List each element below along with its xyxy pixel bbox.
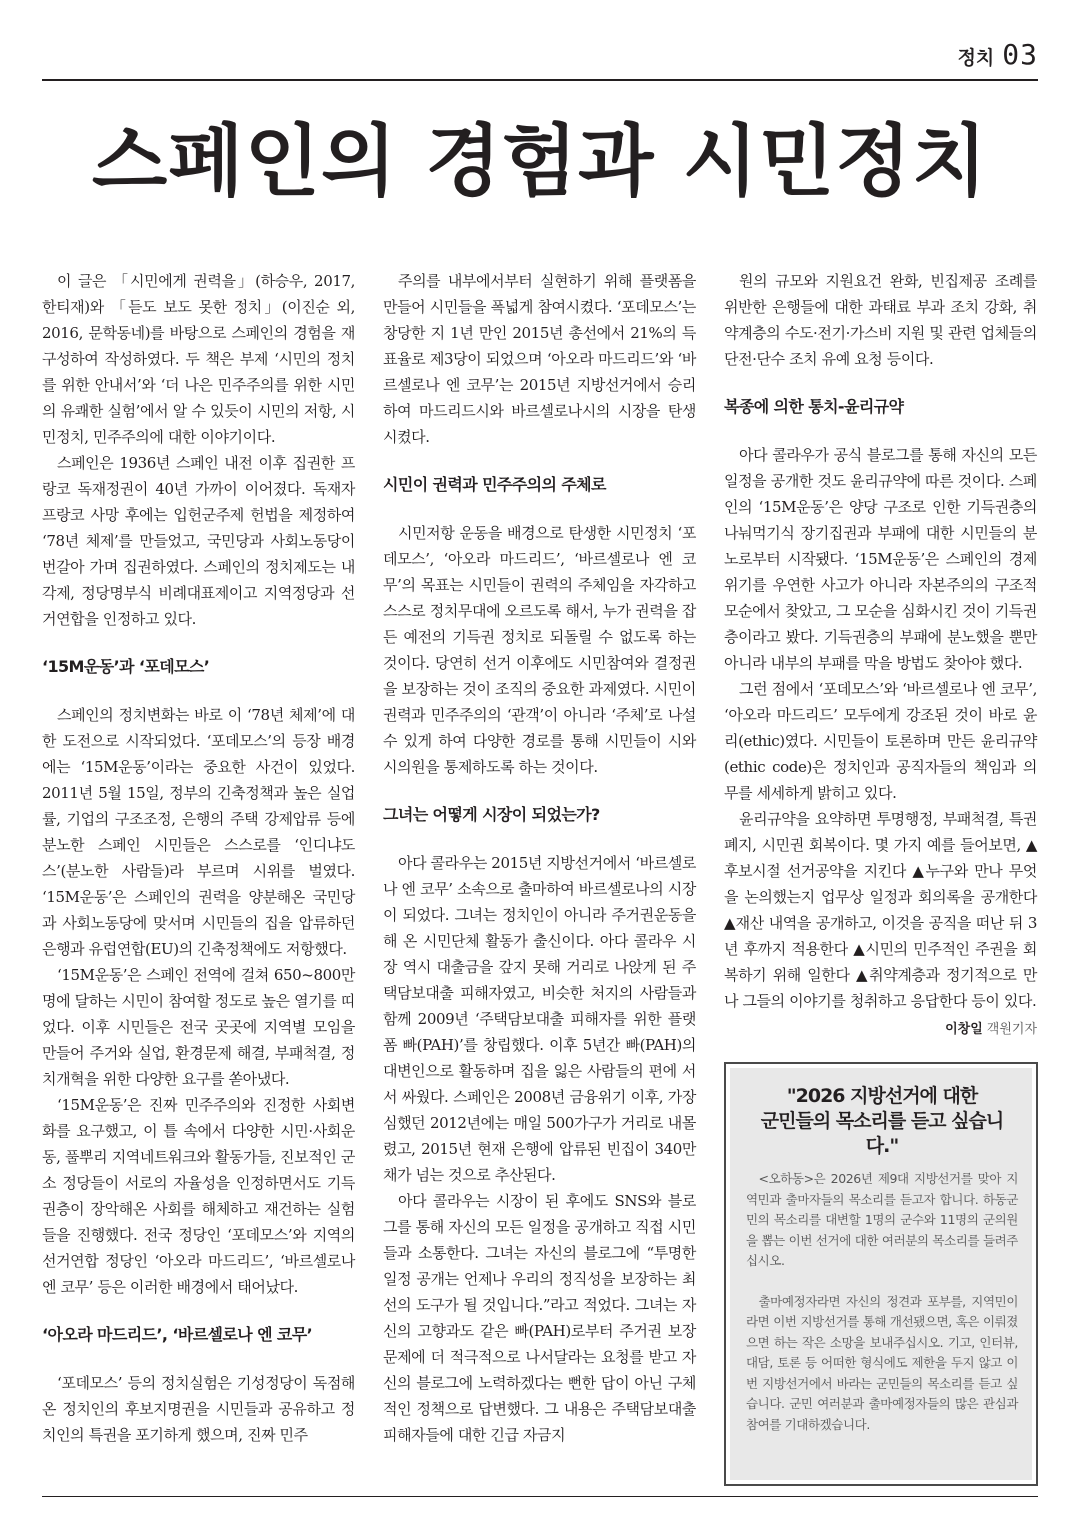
page-number: 03 xyxy=(1002,38,1038,71)
top-rule xyxy=(42,79,1038,81)
paragraph: ‘포데모스’ 등의 정치실험은 기성정당이 독점해온 정치인의 후보지명권을 시민들과 공유하고 정치인의 특권을 포기하게 했으며, 진짜 민주 xyxy=(42,1374,355,1444)
paragraph: 주의를 내부에서부터 실현하기 위해 플랫폼을 만들어 시민들을 폭넓게 참여시켰다. ‘포데모스’는 창당한 지 1년 만인 2015년 총선에서 21%의 득표율로 제3당이 되었으며 ‘아오라 마드리드’와 ‘바르셀로나 엔 코무’는 2015년 지방선거에서 승리하여 마드리드시와 바르셀로나시의 시장을 탄생시켰다. xyxy=(383,272,696,446)
article-column-1 xyxy=(42,268,355,1448)
paragraph: 윤리규약을 요약하면 투명행정, 부패척결, 특권폐지, 시민권 회복이다. 몇 가지 예를 들어보면, ▲후보시절 선거공약을 지킨다 ▲누구와 만나 무엇을 논의했는지 업무상 일정과 회의록을 공개한다 ▲재산 내역을 공개하고, 이것을 공직을 떠난 뒤 3년 후까지 적용한다 ▲시민의 민주적인 주권을 회복하기 위해 일한다 ▲취약계층과 정기적으로 만나 그들의 이야기를 청취하고 응답한다 등이 있다. xyxy=(724,810,1037,1010)
paragraph: 이 글은 「시민에게 권력을」(하승우, 2017, 한티재)와 「듣도 보도 못한 정치」(이진순 외, 2016, 문학동네)를 바탕으로 스페인의 경험을 재구성하여 작성하였다. 두 책은 부제 ‘시민의 정치를 위한 안내서’와 ‘더 나은 민주주의를 위한 시민의 유쾌한 실험’에서 알 수 있듯이 시민의 저항, 시민정치, 민주주의에 대한 이야기이다. xyxy=(42,272,355,446)
byline xyxy=(724,1018,1037,1037)
paragraph: 아다 콜라우는 2015년 지방선거에서 ‘바르셀로나 엔 코무’ 소속으로 출마하여 바르셀로나의 시장이 되었다. 그녀는 정치인이 아니라 주거권운동을 해 온 시민단체 활동가 출신이다. 아다 콜라우 시장 역시 대출금을 갚지 못해 거리로 나앉게 된 주택담보대출 피해자였고, 비슷한 처지의 사람들과 함께 2009년 ‘주택담보대출 피해자를 위한 플랫폼 빠(PAH)’를 창립했다. 이후 5년간 빠(PAH)의 대변인으로 활동하며 집을 잃은 사람들의 편에 서서 싸웠다. 스페인은 2008년 금융위기 이후, 가장 심했던 2012년에는 매일 500가구가 거리로 내몰렸고, 2015년 현재 은행에 압류된 빈집이 340만 채가 넘는 것으로 추산된다. xyxy=(383,854,696,1184)
notice-title xyxy=(746,1084,1018,1159)
paragraph: ‘15M운동’은 스페인 전역에 걸쳐 650~800만 명에 달하는 시민이 참여할 정도로 높은 열기를 띠었다. 이후 시민들은 전국 곳곳에 지역별 모임을 만들어 주거와 실업, 환경문제 해결, 부패척결, 정치개혁을 위한 다양한 요구를 쏟아냈다. xyxy=(42,966,355,1088)
paragraph: 스페인의 정치변화는 바로 이 ‘78년 체제’에 대한 도전으로 시작되었다. ‘포데모스’의 등장 배경에는 ‘15M운동’이라는 중요한 사건이 있었다. 2011년 5월 15일, 정부의 긴축정책과 높은 실업률, 기업의 구조조정, 은행의 주택 강제압류 등에 분노한 스페인 시민들은 스스로를 ‘인디냐도스’(분노한 사람들)라 부르며 시위를 벌였다. ‘15M운동’은 스페인의 권력을 양분해온 국민당과 사회노동당에 맞서며 시민들의 집을 압류하던 은행과 유럽연합(EU)의 긴축정책에도 저항했다. xyxy=(42,706,355,958)
bottom-rule xyxy=(42,1496,1038,1497)
paragraph: 시민저항 운동을 배경으로 탄생한 시민정치 ‘포데모스’, ‘아오라 마드리드’, ‘바르셀로나 엔 코무’의 목표는 시민들이 권력의 주체임을 자각하고 스스로 정치무대에 오르도록 해서, 누가 권력을 잡든 예전의 기득권 정치로 되돌릴 수 없도록 하는 것이다. 당연히 선거 이후에도 시민참여와 결정권을 보장하는 것이 조직의 중요한 과제였다. 시민이 권력과 민주주의의 ‘관객’이 아니라 ‘주체’로 나설 수 있게 하여 다양한 경로를 통해 시민들이 시와 시의원을 통제하도록 하는 것이다. xyxy=(383,524,696,776)
paragraph: 원의 규모와 지원요건 완화, 빈집제공 조례를 위반한 은행들에 대한 과태료 부과 조치 강화, 취약계층의 수도·전기·가스비 지원 및 관련 업체들의 단전·단수 조치 유예 요청 등이다. xyxy=(724,272,1037,368)
subheading: 그녀는 어떻게 시장이 되었는가? xyxy=(383,805,600,824)
notice-box xyxy=(724,1062,1038,1486)
section-name: 정치 xyxy=(957,47,995,69)
notice-paragraph: <오하동>은 2026년 제9대 지방선거를 맞아 지역민과 출마자들의 목소리를 듣고자 합니다. 하동군민의 목소리를 대변할 1명의 군수와 11명의 군의원을 뽑는 이번 선거에 대한 여러분의 목소리를 들려주십시오. xyxy=(746,1171,1018,1268)
paragraph: 아다 콜라우가 공식 블로그를 통해 자신의 모든 일정을 공개한 것도 윤리규약에 따른 것이다. 스페인의 ‘15M운동’은 양당 구조로 인한 기득권층의 나눠먹기식 장기집권과 부패에 대한 시민들의 분노로부터 시작됐다. ‘15M운동’은 스페인의 경제위기를 우연한 사고가 아니라 자본주의의 구조적 모순에서 찾았고, 그 모순을 심화시킨 것이 기득권층이라고 봤다. 기득권층의 부패에 분노했을 뿐만 아니라 내부의 부패를 막을 방법도 찾아야 했다. xyxy=(724,446,1037,672)
paragraph: 그런 점에서 ‘포데모스’와 ‘바르셀로나 엔 코무’, ‘아오라 마드리드’ 모두에게 강조된 것이 바로 윤리(ethic)였다. 시민들이 토론하며 만든 윤리규약(ethic code)은 정치인과 공직자들의 책임과 의무를 세세하게 밝히고 있다. xyxy=(724,680,1037,802)
subheading: ‘아오라 마드리드’, ‘바르셀로나 엔 코무’ xyxy=(42,1325,313,1344)
notice-paragraph: 출마예정자라면 자신의 정견과 포부를, 지역민이라면 이번 지방선거를 통해 개선됐으면, 혹은 이뤄졌으면 하는 작은 소망을 보내주십시오. 기고, 인터뷰, 대담, 토론 등 어떠한 형식에도 제한을 두지 않고 이번 지방선거에서 바라는 군민들의 목소리를 듣고 싶습니다. 군민 여러분과 출마예정자들의 많은 관심과 참여를 기대하겠습니다. xyxy=(746,1293,1018,1432)
subheading: ‘15M운동’과 ‘포데모스’ xyxy=(42,657,210,676)
subheading: 복종에 의한 통치-윤리규약 xyxy=(724,397,904,416)
paragraph: 아다 콜라우는 시장이 된 후에도 SNS와 블로그를 통해 자신의 모든 일정을 공개하고 직접 시민들과 소통한다. 그녀는 자신의 블로그에 “투명한 일정 공개는 언제나 우리의 정직성을 보장하는 최선의 도구가 될 것입니다.”라고 적었다. 그녀는 자신의 고향과도 같은 빠(PAH)로부터 주거권 보장 문제에 더 적극적으로 나서달라는 요청를 받고 자신의 블로그에 노력하겠다는 뻔한 답이 아닌 구체적인 정책으로 답변했다. 그 내용은 주택담보대출 피해자들에 대한 긴급 자금지 xyxy=(383,1192,696,1444)
headline: 스페인의 경험과 시민정치 xyxy=(91,117,989,207)
paragraph: 스페인은 1936년 스페인 내전 이후 집권한 프랑코 독재정권이 40년 가까이 이어졌다. 독재자 프랑코 사망 후에는 입헌군주제 헌법을 제정하여 ‘78년 체제’를 만들었고, 국민당과 사회노동당이 번갈아 가며 집권하였다. 스페인의 정치제도는 내각제, 정당명부식 비례대표제이고 지역정당과 선거연합을 인정하고 있다. xyxy=(42,454,355,628)
page-header xyxy=(958,38,1038,71)
subheading: 시민이 권력과 민주주의의 주체로 xyxy=(383,475,606,494)
article-column-3 xyxy=(724,268,1037,1037)
byline-name: 이창일 xyxy=(945,1022,983,1037)
notice-box-inner xyxy=(730,1068,1032,1480)
notice-title-line-1: "2026 지방선거에 대한 xyxy=(786,1085,978,1107)
notice-title-line-2: 군민들의 목소리를 듣고 싶습니다." xyxy=(760,1110,1004,1157)
article-column-2 xyxy=(383,268,696,1448)
paragraph: ‘15M운동’은 진짜 민주주의와 진정한 사회변화를 요구했고, 이 틀 속에서 다양한 시민·사회운동, 풀뿌리 지역네트워크와 활동가들, 진보적인 군소 정당들이 서로의 자율성을 인정하면서도 기득권층이 장악해온 사회를 해체하고 재건하는 실험들을 진행했다. 전국 정당인 ‘포데모스’와 지역의 선거연합 정당인 ‘아오라 마드리드’, ‘바르셀로나 엔 코무’ 등은 이러한 배경에서 태어났다. xyxy=(42,1096,355,1296)
byline-title: 객원기자 xyxy=(986,1022,1037,1037)
